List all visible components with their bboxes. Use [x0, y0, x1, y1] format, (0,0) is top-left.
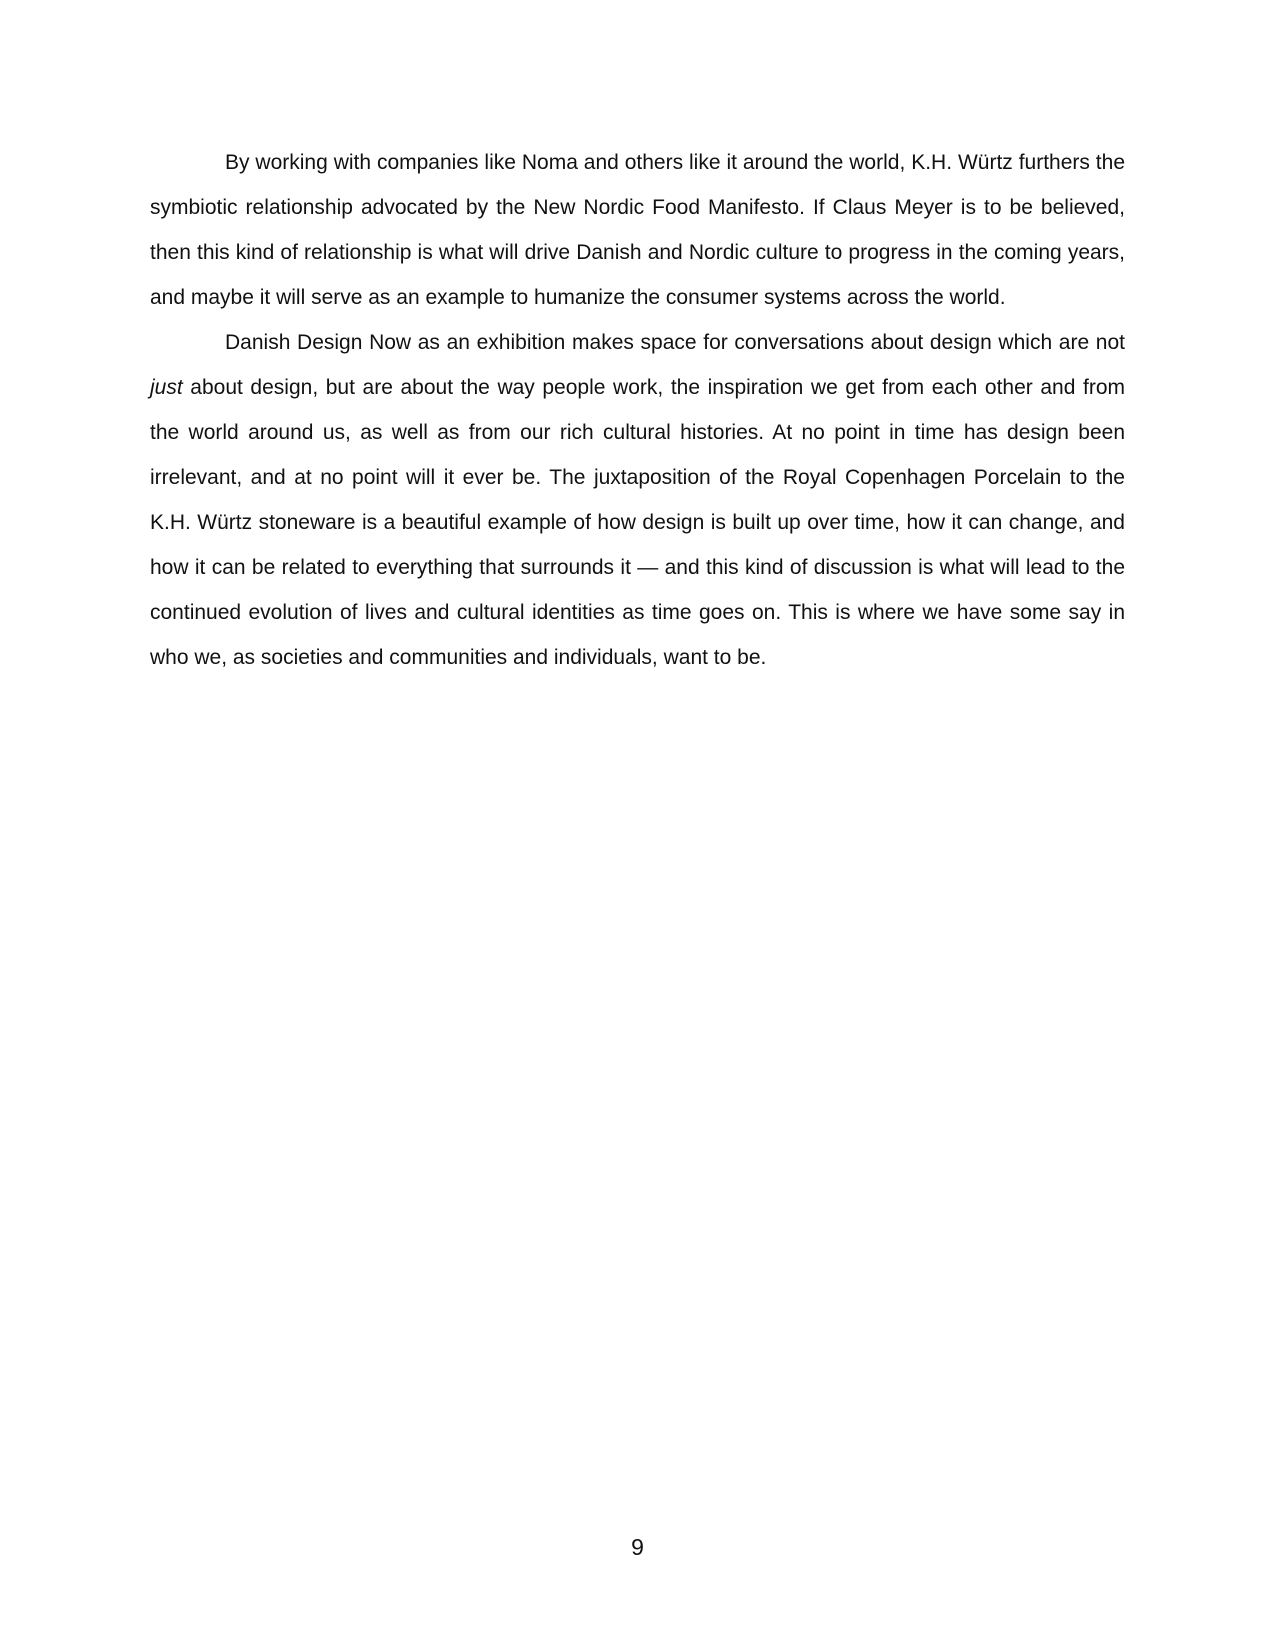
paragraph-2-emphasis: just	[150, 376, 183, 399]
paragraph-2-lead: Danish Design Now as an exhibition makes space for conversations about design which are not	[225, 331, 1125, 354]
paragraph-2-rest: about design, but are about the way people work, the inspiration we get from each other and from the world around us, as well as from our rich cultural histories. At no point in time has design been irrelevant, and at no point will it ever be. The juxtaposition of the Royal Copenhagen Porcelain to the K.H. Würtz stoneware is a beautiful example of how design is built up over time, how it can change, and how it can be related to everything that surrounds it — and this kind of discussion is what will lead to the continued evolution of lives and cultural identities as time goes on. This is where we have some say in who we, as societies and communities and individuals, want to be.	[150, 376, 1125, 669]
paragraph-2	[150, 320, 1125, 680]
paragraph-1: By working with companies like Noma and others like it around the world, K.H. Würtz furthers the symbiotic relationship advocated by the New Nordic Food Manifesto. If Claus Meyer is to be believed, then this kind of relationship is what will drive Danish and Nordic culture to progress in the coming years, and maybe it will serve as an example to humanize the consumer systems across the world.	[150, 151, 1125, 309]
page-number: 9	[631, 1534, 644, 1560]
body-text	[150, 140, 1125, 680]
